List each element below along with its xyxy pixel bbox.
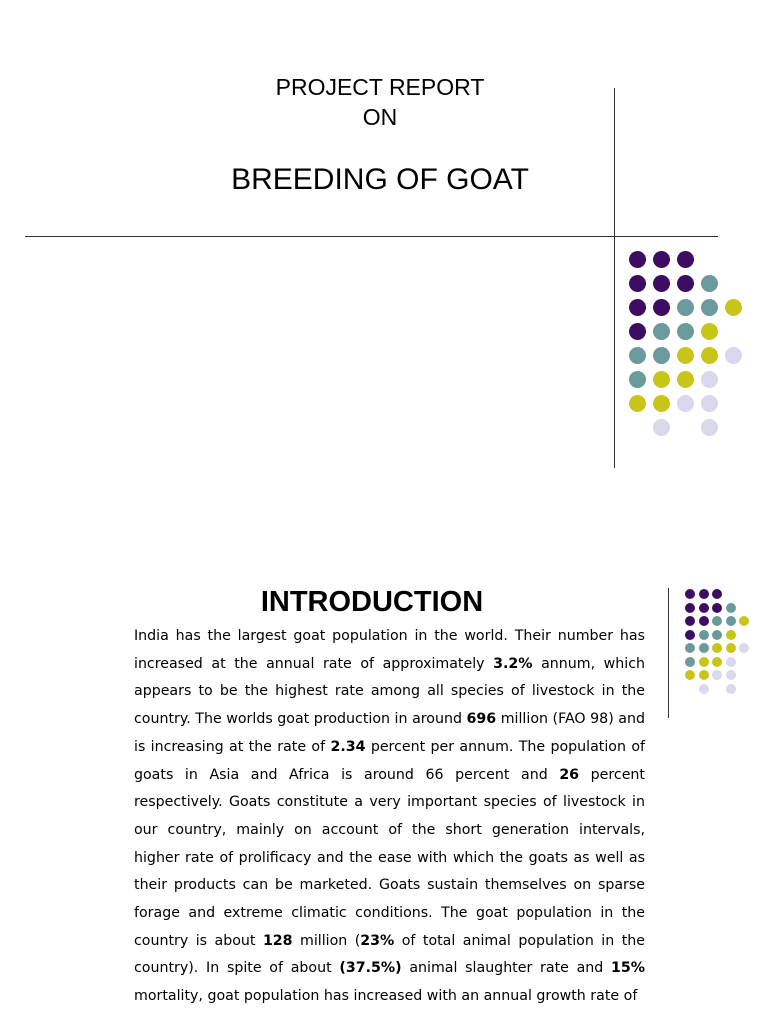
document-title: BREEDING OF GOAT bbox=[231, 163, 529, 196]
decorative-dot bbox=[653, 251, 670, 268]
decorative-dot bbox=[701, 299, 718, 316]
vertical-rule-cover bbox=[614, 88, 615, 468]
decorative-dot bbox=[629, 275, 646, 292]
text-run: annum, which appears to be the highest rate among all species of livestock in the country. The worlds goat production in around bbox=[134, 655, 645, 728]
decorative-dot bbox=[699, 657, 709, 667]
stat-value: 26 bbox=[559, 766, 580, 783]
decorative-dot bbox=[701, 395, 718, 412]
decorative-dot bbox=[685, 616, 695, 626]
decorative-dot bbox=[739, 643, 749, 653]
decorative-dot bbox=[701, 275, 718, 292]
decorative-dot bbox=[685, 670, 695, 680]
text-run: million ( bbox=[292, 932, 361, 949]
decorative-dot bbox=[726, 616, 736, 626]
title-on: ON bbox=[362, 104, 398, 130]
intro-heading: INTRODUCTION bbox=[260, 586, 484, 618]
decorative-dot bbox=[726, 670, 736, 680]
decorative-dot bbox=[685, 603, 695, 613]
title-project-report: PROJECT REPORT bbox=[275, 74, 485, 100]
decorative-dot bbox=[677, 275, 694, 292]
text-run: animal slaughter rate and bbox=[401, 960, 612, 977]
text-run: percent respectively. Goats constitute a very important species of livestock in our country, mainly on account of the short generation intervals, higher rate of prolificacy and the ease with which the goats as well as their products can be marketed. Goats sustain themselves on sparse forage and extreme climatic conditions. The goat population in the country is about bbox=[134, 766, 645, 949]
decorative-dot bbox=[653, 299, 670, 316]
decorative-dot bbox=[739, 616, 749, 626]
stat-value: 23% bbox=[360, 932, 395, 949]
decorative-dot bbox=[653, 419, 670, 436]
stat-value: 128 bbox=[262, 932, 293, 949]
text-run: of total animal population in the country). In spite of about bbox=[134, 932, 645, 977]
decorative-dot bbox=[699, 589, 709, 599]
decorative-dot bbox=[685, 643, 695, 653]
decorative-dot bbox=[629, 395, 646, 412]
decorative-dot bbox=[699, 603, 709, 613]
decorative-dot bbox=[677, 251, 694, 268]
decorative-dot bbox=[629, 299, 646, 316]
vertical-rule-intro bbox=[668, 588, 669, 718]
decorative-dot bbox=[701, 419, 718, 436]
text-run: million (FAO 98) and is increasing at the rate of bbox=[134, 711, 645, 755]
decorative-dot bbox=[685, 630, 695, 640]
decorative-dot bbox=[653, 395, 670, 412]
text-run: percent per annum. The population of goats in Asia and Africa is around 66 percent and bbox=[134, 738, 645, 783]
decorative-dot bbox=[726, 684, 736, 694]
decorative-dot bbox=[699, 643, 709, 653]
decorative-dot bbox=[712, 630, 722, 640]
decorative-dot bbox=[677, 395, 694, 412]
decorative-dot bbox=[725, 299, 742, 316]
decorative-dot bbox=[699, 630, 709, 640]
decorative-dot bbox=[629, 251, 646, 268]
decorative-dot bbox=[712, 603, 722, 613]
decorative-dot bbox=[712, 657, 722, 667]
stat-value: 3.2% bbox=[493, 655, 533, 672]
decorative-dot bbox=[712, 670, 722, 680]
stat-value: (37.5%) bbox=[339, 960, 402, 977]
decorative-dot bbox=[726, 657, 736, 667]
text-run: mortality, goat population has increased with an annual growth rate of bbox=[134, 988, 638, 1005]
decorative-dot bbox=[712, 643, 722, 653]
decorative-dot bbox=[699, 670, 709, 680]
decorative-dot bbox=[699, 616, 709, 626]
decorative-dot bbox=[701, 347, 718, 364]
decorative-dot bbox=[712, 589, 722, 599]
decorative-dot bbox=[725, 347, 742, 364]
decorative-dot bbox=[726, 630, 736, 640]
decorative-dot bbox=[685, 657, 695, 667]
stat-value: 696 bbox=[466, 711, 497, 728]
decorative-dot bbox=[677, 347, 694, 364]
intro-paragraph bbox=[134, 623, 645, 1011]
decorative-dot bbox=[701, 323, 718, 340]
decorative-dot bbox=[699, 684, 709, 694]
decorative-dot bbox=[677, 299, 694, 316]
decorative-dot bbox=[701, 371, 718, 388]
stat-value: 2.34 bbox=[330, 738, 366, 755]
decorative-dot bbox=[629, 323, 646, 340]
decorative-dot bbox=[653, 323, 670, 340]
stat-value: 15% bbox=[611, 960, 645, 977]
decorative-dot bbox=[629, 347, 646, 364]
decorative-dot bbox=[629, 371, 646, 388]
decorative-dot bbox=[653, 275, 670, 292]
decorative-dot bbox=[677, 323, 694, 340]
decorative-dot bbox=[726, 603, 736, 613]
decorative-dot bbox=[653, 347, 670, 364]
decorative-dot bbox=[685, 589, 695, 599]
decorative-dot bbox=[726, 643, 736, 653]
decorative-dot bbox=[653, 371, 670, 388]
decorative-dot bbox=[677, 371, 694, 388]
text-run: India has the largest goat population in the world. Their number has increased at the annual rate of approximately bbox=[134, 628, 645, 672]
decorative-dot bbox=[712, 616, 722, 626]
